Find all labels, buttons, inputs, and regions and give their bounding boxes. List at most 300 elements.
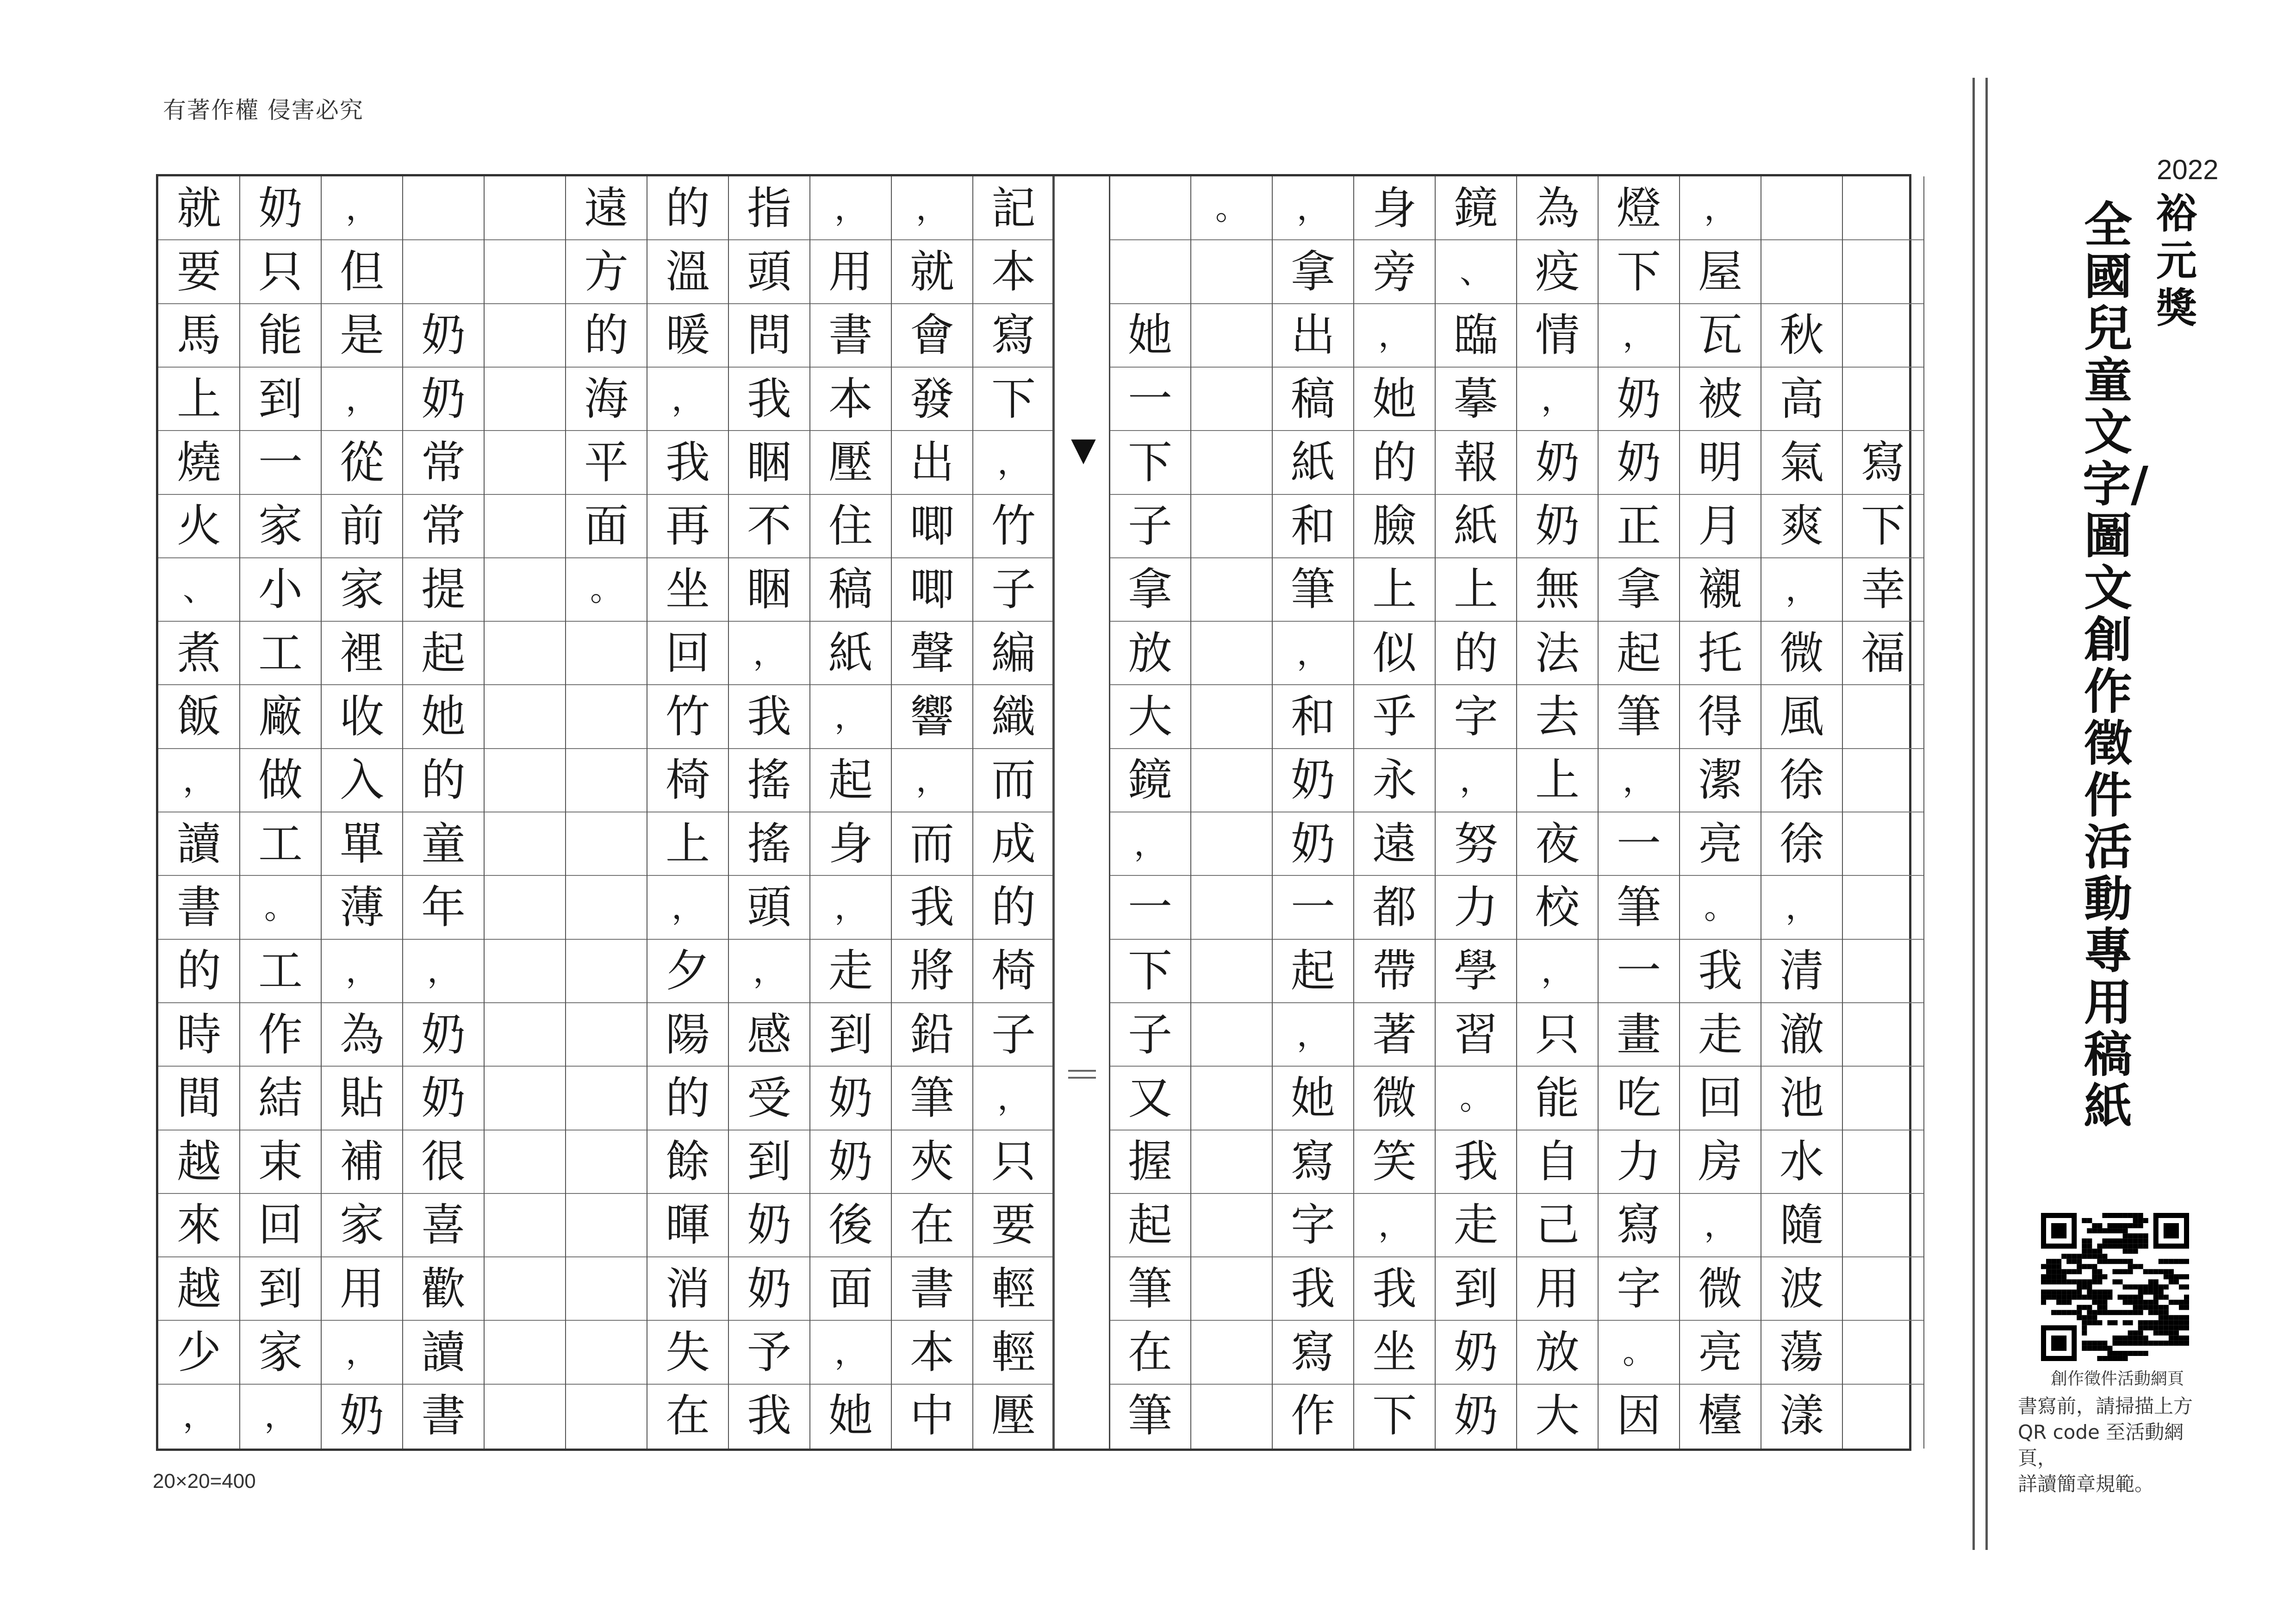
manuscript-cell: 一: [1128, 881, 1172, 933]
manuscript-cell: 家: [340, 563, 384, 616]
contest-sidebar: [2004, 148, 2219, 1537]
grid-line: [647, 1384, 728, 1385]
manuscript-cell: 燈: [1617, 182, 1661, 234]
manuscript-cell: 編: [991, 627, 1036, 679]
grid-line: [891, 1130, 973, 1131]
manuscript-cell: 力: [1454, 881, 1498, 933]
manuscript-cell: [403, 176, 484, 240]
manuscript-cell: 高: [1780, 373, 1824, 425]
grid-line: [647, 1320, 728, 1321]
grid-line: [403, 684, 484, 685]
manuscript-cell: 屋: [1698, 245, 1742, 298]
manuscript-cell: 再: [666, 500, 710, 552]
grid-line: [647, 303, 728, 304]
grid-line: [891, 557, 973, 558]
manuscript-cell: 的: [177, 945, 221, 997]
grid-line: [158, 1384, 240, 1385]
manuscript-cell: 年: [421, 881, 466, 933]
manuscript-cell: 小: [258, 563, 303, 616]
manuscript-cell: [1842, 1130, 1924, 1193]
grid-line: [891, 1066, 973, 1067]
manuscript-cell: 她: [1291, 1072, 1335, 1124]
manuscript-cell: ，: [183, 761, 215, 800]
grid-line: [484, 1320, 566, 1321]
grid-line: [1517, 875, 1598, 876]
manuscript-cell: 書: [177, 881, 221, 933]
manuscript-cell: 的: [991, 881, 1036, 933]
manuscript-cell: 鏡: [1128, 754, 1172, 806]
manuscript-cell: 一: [1128, 373, 1172, 425]
grid-line: [1842, 621, 1924, 622]
manuscript-cell: 束: [258, 1136, 303, 1188]
grid-line: [1109, 367, 1191, 368]
manuscript-cell: 學: [1454, 945, 1498, 997]
grid-line: [1516, 176, 1517, 1449]
manuscript-cell: [484, 875, 566, 939]
manuscript-cell: 輕: [991, 1326, 1036, 1379]
grid-line: [891, 494, 973, 495]
grid-line: [973, 430, 1054, 431]
grid-line: [1598, 748, 1680, 749]
manuscript-cell: 就: [177, 182, 221, 234]
manuscript-cell: [1191, 240, 1272, 303]
grid-line: [973, 939, 1054, 940]
grid-line: [1435, 684, 1517, 685]
manuscript-cell: 薄: [340, 881, 384, 933]
grid-line: [321, 621, 403, 622]
manuscript-cell: 奶: [1291, 754, 1335, 806]
grid-line: [1517, 1002, 1598, 1003]
grid-line: [973, 303, 1054, 304]
manuscript-cell: [403, 240, 484, 303]
manuscript-cell: ，: [1541, 952, 1574, 990]
grid-line: [1272, 1002, 1354, 1003]
manuscript-cell: 潔: [1698, 754, 1742, 806]
manuscript-cell: 、: [1460, 252, 1492, 291]
manuscript-cell: 出: [1291, 309, 1335, 362]
manuscript-cell: 的: [666, 1072, 710, 1124]
grid-line: [1761, 1256, 1842, 1257]
grid-line: [1435, 1130, 1517, 1131]
grid-line: [1191, 1130, 1272, 1131]
manuscript-cell: 本: [910, 1326, 954, 1379]
manuscript-cell: ，: [672, 380, 704, 418]
manuscript-cell: [484, 1320, 566, 1384]
grid-line: [1272, 1066, 1354, 1067]
grid-line: [1761, 367, 1842, 368]
manuscript-cell: 拿: [1291, 245, 1335, 298]
manuscript-cell: 感: [747, 1008, 791, 1061]
manuscript-cell: 壓: [828, 436, 873, 488]
grid-line: [647, 367, 728, 368]
manuscript-cell: 從: [340, 436, 384, 488]
manuscript-cell: 平: [584, 436, 628, 488]
manuscript-cell: 唧: [910, 563, 954, 616]
manuscript-cell: 和: [1291, 691, 1335, 743]
manuscript-cell: 回: [258, 1199, 303, 1251]
grid-line: [810, 621, 891, 622]
manuscript-cell: 波: [1780, 1262, 1824, 1315]
manuscript-cell: 補: [340, 1136, 384, 1188]
manuscript-cell: [566, 1193, 647, 1257]
grid-line: [321, 557, 403, 558]
grid-line: [647, 1066, 728, 1067]
manuscript-cell: [566, 939, 647, 1003]
manuscript-cell: 明: [1698, 436, 1742, 488]
manuscript-cell: 吃: [1617, 1072, 1661, 1124]
manuscript-cell: 書: [828, 309, 873, 362]
grid-line: [1680, 557, 1761, 558]
manuscript-cell: 一: [1617, 945, 1661, 997]
manuscript-cell: 的: [584, 309, 628, 362]
grid-line: [158, 1320, 240, 1321]
manuscript-cell: 我: [1698, 945, 1742, 997]
grid-line: [484, 1384, 566, 1385]
grid-line: [1761, 684, 1842, 685]
grid-line: [810, 494, 891, 495]
divider-rule: [1985, 78, 1988, 1550]
grid-line: [1435, 621, 1517, 622]
grid-line: [1680, 1256, 1761, 1257]
manuscript-column: [1517, 176, 1598, 1449]
grid-line: [1435, 494, 1517, 495]
manuscript-cell: [484, 367, 566, 431]
grid-line: [728, 1130, 810, 1131]
grid-line: [566, 939, 647, 940]
manuscript-cell: 。: [1215, 189, 1248, 227]
grid-line: [158, 1193, 240, 1194]
manuscript-cell: [566, 1003, 647, 1066]
manuscript-cell: 上: [177, 373, 221, 425]
manuscript-column: [484, 176, 566, 1449]
manuscript-cell: 我: [1454, 1136, 1498, 1188]
manuscript-cell: 奶: [828, 1136, 873, 1188]
grid-line: [403, 875, 484, 876]
grid-line: [1272, 430, 1354, 431]
grid-line: [321, 176, 322, 1449]
manuscript-cell: [1191, 1003, 1272, 1066]
manuscript-cell: 她: [828, 1390, 873, 1442]
copyright-notice: 有著作權 侵害必究: [163, 97, 364, 124]
grid-line: [240, 939, 321, 940]
grid-line: [566, 494, 647, 495]
grid-line: [1354, 367, 1435, 368]
grid-line: [810, 939, 891, 940]
grid-line: [1354, 1193, 1435, 1194]
grid-line: [158, 430, 240, 431]
manuscript-cell: 紙: [828, 627, 873, 679]
grid-line: [1191, 239, 1272, 240]
grid-line: [1761, 1066, 1842, 1067]
grid-line: [1842, 939, 1924, 940]
manuscript-cell: 一: [1291, 881, 1335, 933]
manuscript-cell: 只: [991, 1136, 1036, 1188]
manuscript-column: [403, 176, 484, 1449]
manuscript-cell: 奶: [1535, 500, 1580, 552]
manuscript-cell: 會: [910, 309, 954, 362]
grid-line: [321, 939, 403, 940]
grid-line: [728, 939, 810, 940]
grid-line: [973, 1002, 1054, 1003]
manuscript-cell: 摹: [1454, 373, 1498, 425]
manuscript-cell: 前: [340, 500, 384, 552]
grid-line: [810, 1002, 891, 1003]
manuscript-cell: 起: [1291, 945, 1335, 997]
manuscript-cell: 漾: [1780, 1390, 1824, 1442]
divider-rule: [1972, 78, 1975, 1550]
manuscript-cell: 坐: [1372, 1326, 1417, 1379]
manuscript-cell: 方: [584, 245, 628, 298]
manuscript-cell: [1191, 1066, 1272, 1130]
grid-line: [158, 494, 240, 495]
grid-line: [403, 430, 484, 431]
manuscript-cell: [566, 1257, 647, 1320]
manuscript-cell: 檯: [1698, 1390, 1742, 1442]
grid-line: [647, 1002, 728, 1003]
manuscript-cell: 單: [340, 818, 384, 870]
manuscript-cell: [1842, 1193, 1924, 1257]
manuscript-cell: 起: [1617, 627, 1661, 679]
grid-line: [1354, 239, 1435, 240]
grid-line: [403, 303, 484, 304]
manuscript-cell: 她: [421, 691, 466, 743]
grid-line: [1272, 939, 1354, 940]
manuscript-cell: 椅: [991, 945, 1036, 997]
grid-line: [1761, 239, 1842, 240]
manuscript-cell: 、: [183, 570, 215, 609]
manuscript-cell: 因: [1617, 1390, 1661, 1442]
manuscript-cell: 用: [340, 1262, 384, 1315]
manuscript-cell: [484, 558, 566, 621]
grid-line: [647, 875, 728, 876]
manuscript-cell: 永: [1372, 754, 1417, 806]
grid-line: [973, 621, 1054, 622]
grid-line: [1354, 1384, 1435, 1385]
manuscript-cell: 指: [747, 182, 791, 234]
manuscript-cell: 入: [340, 754, 384, 806]
grid-line: [891, 1256, 973, 1257]
grid-line: [728, 430, 810, 431]
grid-line: [1191, 748, 1272, 749]
grid-line: [321, 494, 403, 495]
grid-line: [1680, 875, 1761, 876]
grid-line: [1191, 494, 1272, 495]
grid-line: [1272, 1256, 1354, 1257]
manuscript-cell: [1191, 1384, 1272, 1448]
grid-line: [1191, 367, 1272, 368]
grid-line: [1842, 1066, 1924, 1067]
grid-line: [973, 684, 1054, 685]
manuscript-cell: 坐: [666, 563, 710, 616]
manuscript-cell: [484, 812, 566, 875]
grid-line: [1680, 1193, 1761, 1194]
grid-line: [891, 430, 973, 431]
grid-line: [321, 1384, 403, 1385]
manuscript-cell: 大: [1128, 691, 1172, 743]
grid-size-label: 20×20=400: [153, 1470, 256, 1493]
manuscript-column: [647, 176, 728, 1449]
manuscript-cell: 而: [910, 818, 954, 870]
grid-line: [566, 1256, 647, 1257]
grid-line: [1354, 1320, 1435, 1321]
grid-line: [810, 239, 891, 240]
grid-line: [891, 1002, 973, 1003]
manuscript-cell: 似: [1372, 627, 1417, 679]
manuscript-cell: 就: [910, 245, 954, 298]
grid-line: [1680, 939, 1761, 940]
manuscript-cell: 紙: [1454, 500, 1498, 552]
manuscript-cell: ，: [834, 888, 867, 926]
manuscript-cell: [1191, 367, 1272, 431]
grid-line: [1842, 557, 1924, 558]
manuscript-cell: 起: [1128, 1199, 1172, 1251]
manuscript-cell: ，: [997, 1079, 1030, 1117]
grid-line: [403, 748, 484, 749]
grid-line: [1598, 684, 1680, 685]
manuscript-cell: 讀: [421, 1326, 466, 1379]
grid-line: [1761, 303, 1842, 304]
manuscript-cell: [1761, 176, 1842, 240]
grid-line: [1109, 1193, 1191, 1194]
manuscript-cell: 情: [1535, 309, 1580, 362]
manuscript-column: [1680, 176, 1761, 1449]
grid-line: [402, 176, 403, 1449]
manuscript-cell: 提: [421, 563, 466, 616]
manuscript-cell: 家: [258, 500, 303, 552]
manuscript-cell: [484, 749, 566, 812]
manuscript-cell: 報: [1454, 436, 1498, 488]
manuscript-cell: 的: [421, 754, 466, 806]
manuscript-cell: 氣: [1780, 436, 1824, 488]
grid-line: [240, 557, 321, 558]
grid-line: [891, 748, 973, 749]
grid-line: [158, 1066, 240, 1067]
instruction-line: 書寫前，請掃描上方: [2018, 1395, 2193, 1418]
manuscript-cell: ，: [834, 189, 867, 227]
manuscript-cell: 消: [666, 1262, 710, 1315]
manuscript-cell: 水: [1780, 1136, 1824, 1188]
manuscript-cell: 子: [1128, 500, 1172, 552]
grid-line: [1191, 1256, 1272, 1257]
manuscript-cell: ，: [997, 443, 1030, 481]
grid-line: [810, 1320, 891, 1321]
manuscript-cell: 我: [666, 436, 710, 488]
manuscript-cell: ，: [427, 952, 460, 990]
grid-line: [1435, 748, 1517, 749]
manuscript-cell: 奶: [1617, 373, 1661, 425]
manuscript-cell: 問: [747, 309, 791, 362]
grid-line: [1761, 1130, 1842, 1131]
manuscript-cell: 法: [1535, 627, 1580, 679]
manuscript-cell: 奶: [421, 309, 466, 362]
manuscript-cell: 為: [340, 1008, 384, 1061]
grid-line: [1761, 875, 1842, 876]
manuscript-cell: ，: [1786, 570, 1818, 609]
grid-line: [240, 430, 321, 431]
grid-line: [1272, 239, 1354, 240]
grid-line: [1354, 1002, 1435, 1003]
grid-line: [891, 939, 973, 940]
manuscript-cell: 陽: [666, 1008, 710, 1061]
manuscript-cell: 寫: [1861, 436, 1905, 488]
grid-line: [1680, 748, 1761, 749]
manuscript-cell: [566, 1130, 647, 1193]
grid-line: [1761, 430, 1842, 431]
grid-line: [647, 748, 728, 749]
grid-line: [1598, 303, 1680, 304]
grid-line: [810, 748, 891, 749]
grid-line: [810, 303, 891, 304]
manuscript-cell: 身: [828, 818, 873, 870]
manuscript-cell: 要: [991, 1199, 1036, 1251]
manuscript-cell: 火: [177, 500, 221, 552]
manuscript-cell: 的: [1454, 627, 1498, 679]
grid-line: [240, 1384, 321, 1385]
manuscript-cell: 睏: [747, 436, 791, 488]
manuscript-cell: 臨: [1454, 309, 1498, 362]
grid-line: [728, 1256, 810, 1257]
manuscript-cell: 夜: [1535, 818, 1580, 870]
grid-line: [891, 1193, 973, 1194]
manuscript-cell: 記: [991, 182, 1036, 234]
manuscript-cell: [1842, 1320, 1924, 1384]
manuscript-cell: 家: [340, 1199, 384, 1251]
manuscript-cell: 喜: [421, 1199, 466, 1251]
grid-line: [1842, 303, 1924, 304]
manuscript-cell: ，: [1460, 761, 1492, 800]
manuscript-cell: 放: [1128, 627, 1172, 679]
manuscript-cell: 隨: [1780, 1199, 1824, 1251]
grid-line: [1842, 239, 1924, 240]
grid-line: [240, 1193, 321, 1194]
manuscript-cell: 稿: [1291, 373, 1335, 425]
grid-line: [1517, 1256, 1598, 1257]
manuscript-cell: 奶: [747, 1199, 791, 1251]
grid-line: [1517, 621, 1598, 622]
grid-line: [1109, 430, 1191, 431]
manuscript-cell: 的: [666, 182, 710, 234]
manuscript-cell: 要: [177, 245, 221, 298]
grid-line: [728, 239, 810, 240]
manuscript-cell: [1191, 304, 1272, 367]
grid-line: [566, 1130, 647, 1131]
grid-line: [973, 557, 1054, 558]
manuscript-cell: 乎: [1372, 691, 1417, 743]
manuscript-cell: ，: [1297, 634, 1329, 672]
manuscript-cell: 貼: [340, 1072, 384, 1124]
grid-line: [321, 239, 403, 240]
qr-code-icon[interactable]: [2041, 1213, 2189, 1361]
grid-line: [1761, 557, 1842, 558]
grid-line: [1761, 748, 1842, 749]
grid-line: [403, 1193, 484, 1194]
grid-line: [1435, 1193, 1517, 1194]
manuscript-cell: [566, 621, 647, 685]
manuscript-cell: 時: [177, 1008, 221, 1061]
manuscript-cell: 澈: [1780, 1008, 1824, 1061]
manuscript-column: [891, 176, 973, 1449]
manuscript-cell: 到: [258, 1262, 303, 1315]
manuscript-column: [973, 176, 1054, 1449]
grid-line: [1435, 875, 1517, 876]
manuscript-cell: 大: [1535, 1390, 1580, 1442]
grid-line: [1923, 176, 1924, 1449]
grid-line: [1191, 430, 1272, 431]
manuscript-cell: 字: [1617, 1262, 1661, 1315]
grid-line: [1354, 430, 1435, 431]
manuscript-column: [810, 176, 891, 1449]
manuscript-cell: 寫: [1617, 1199, 1661, 1251]
